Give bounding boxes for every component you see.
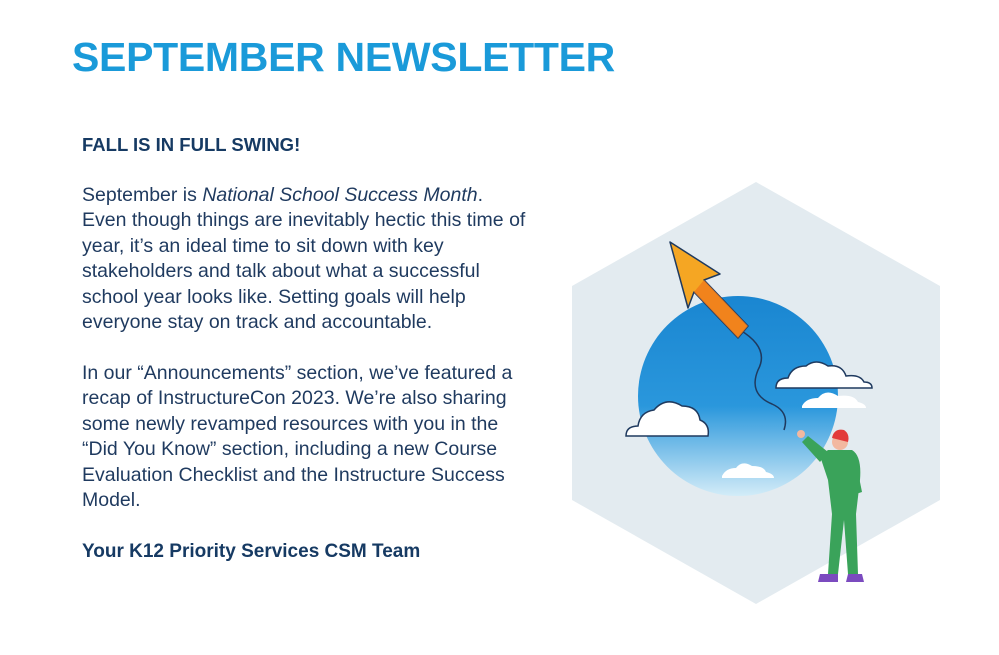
intro-text-start: September is [82,183,203,206]
announcements-paragraph: In our “Announcements” section, we’ve featured a recap of InstructureCon 2023. We’re also sharing some newly revamped resources with you in the “Did You Know” section, including a new Course Evaluation Checklist and the Instructure Success Model. [82,361,513,511]
kite-illustration [570,180,942,606]
intro-text-end: . Even though things are inevitably hectic this time of year, it’s an ideal time to sit down with key stakeholders and talk about what a successful school year looks like. Setting goals will help everyone stay on track and accountable. [82,183,526,333]
section-heading: FALL IS IN FULL SWING! [82,134,301,155]
intro-emphasis: National School Success Month [202,183,478,206]
signoff: Your K12 Priority Services CSM Team [82,540,421,562]
intro-paragraph [82,183,532,336]
newsletter-body [82,132,532,564]
newsletter-title: SEPTEMBER NEWSLETTER [72,34,615,80]
